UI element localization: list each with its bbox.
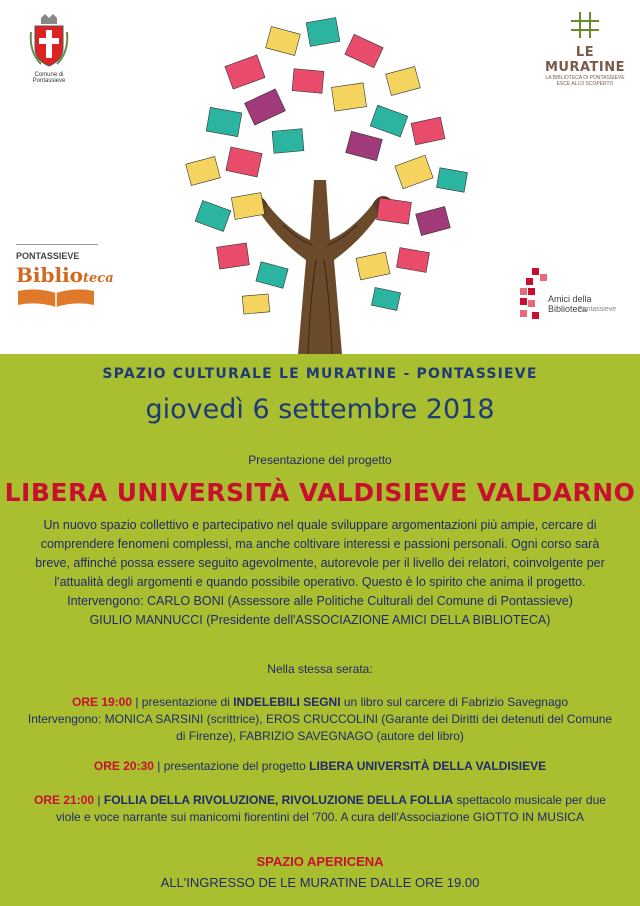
biblioteca-place: PONTASSIEVE: [16, 244, 98, 261]
description-text: Un nuovo spazio collettivo e partecipativo nel quale sviluppare argomentazioni più ampie, cercare di comprendere fenomeni complessi, ma anche coltivare interessi e passioni personali. Ogni corso sarà breve, affinché possa essere seguito agevolmente, autorevole per il livello dei relatori, coinvolgente per l'attualità degli argomenti e quando possibile operativo. Questo è lo spirito che anima il progetto.: [35, 518, 605, 589]
schedule-bold-title: FOLLIA DELLA RIVOLUZIONE, RIVOLUZIONE DELLA FOLLIA: [103, 793, 454, 807]
schedule-bold-title: LIBERA UNIVERSITÀ DELLA VALDISIEVE: [309, 759, 547, 773]
schedule-item-main: ORE 19:00 | presentazione di INDELEBILI SEGNI un libro sul carcere di Fabrizio Savegnago: [71, 695, 569, 709]
comune-logo: [18, 12, 80, 84]
schedule-time: ORE 19:00: [71, 695, 133, 709]
hashtag-logo-icon: [571, 12, 599, 38]
schedule-time: ORE 21:00: [34, 793, 95, 807]
speakers-line-1: Intervengono: CARLO BONI (Assessore alle Politiche Culturali del Comune di Pontassieve): [67, 594, 573, 608]
schedule-item: ORE 20:30 | presentazione del progetto LIBERA UNIVERSITÀ DELLA VALDISIEVE: [93, 759, 547, 773]
same-evening-label: Nella stessa serata:: [267, 662, 373, 676]
apericena-text: ALL'INGRESSO DE LE MURATINE DALLE ORE 19.00: [160, 875, 480, 890]
presentation-intro: Presentazione del progetto: [248, 453, 392, 467]
biblioteca-logo: [16, 244, 114, 314]
schedule-item: [24, 694, 616, 745]
event-info-band: [0, 354, 640, 906]
muratine-tagline: LA BIBLIOTECA DI PONTASSIEVE ESCE ALLO SCOPERTO: [545, 75, 625, 87]
amici-biblioteca-logo: [518, 268, 628, 329]
schedule-bold-title: INDELEBILI SEGNI: [233, 695, 341, 709]
comune-caption: Comune di Pontassieve: [32, 72, 66, 84]
amici-place: Pontassieve: [578, 306, 617, 313]
open-book-icon: [16, 287, 96, 309]
speakers-line-2: GIULIO MANNUCCI (Presidente dell'ASSOCIAZIONE AMICI DELLA BIBLIOTECA): [89, 613, 551, 627]
project-description: [30, 516, 610, 630]
biblioteca-name: Biblioteca: [16, 263, 114, 287]
amici-name: Amici della Biblioteca: [548, 294, 592, 314]
schedule-item: ORE 21:00 | FOLLIA DELLA RIVOLUZIONE, RIVOLUZIONE DELLA FOLLIA spettacolo musicale per due viole e voce narrante sui manicomi fiorentini del '700. A cura dell'Associazione GIOTTO IN MUSICA: [34, 793, 606, 824]
venue-heading: SPAZIO CULTURALE LE MURATINE - PONTASSIEVE: [102, 366, 538, 382]
event-date: giovedì 6 settembre 2018: [145, 394, 495, 425]
schedule-time: ORE 20:30: [93, 759, 154, 773]
header-illustration-area: [0, 0, 640, 354]
apericena-heading: SPAZIO APERICENA: [256, 854, 384, 869]
muratine-name: LE MURATINE: [544, 45, 626, 75]
project-title: LIBERA UNIVERSITÀ VALDISIEVE VALDARNO: [4, 478, 636, 507]
schedule-item-speakers: Intervengono: MONICA SARSINI (scrittrice), EROS CRUCCOLINI (Garante dei Diritti dei detenuti del Comune di Firenze), FABRIZIO SAVEGNAGO (autore del libro): [27, 712, 613, 743]
muratine-logo: [540, 12, 630, 87]
book-tree-illustration: [148, 0, 492, 354]
coat-of-arms-icon: [27, 12, 71, 70]
